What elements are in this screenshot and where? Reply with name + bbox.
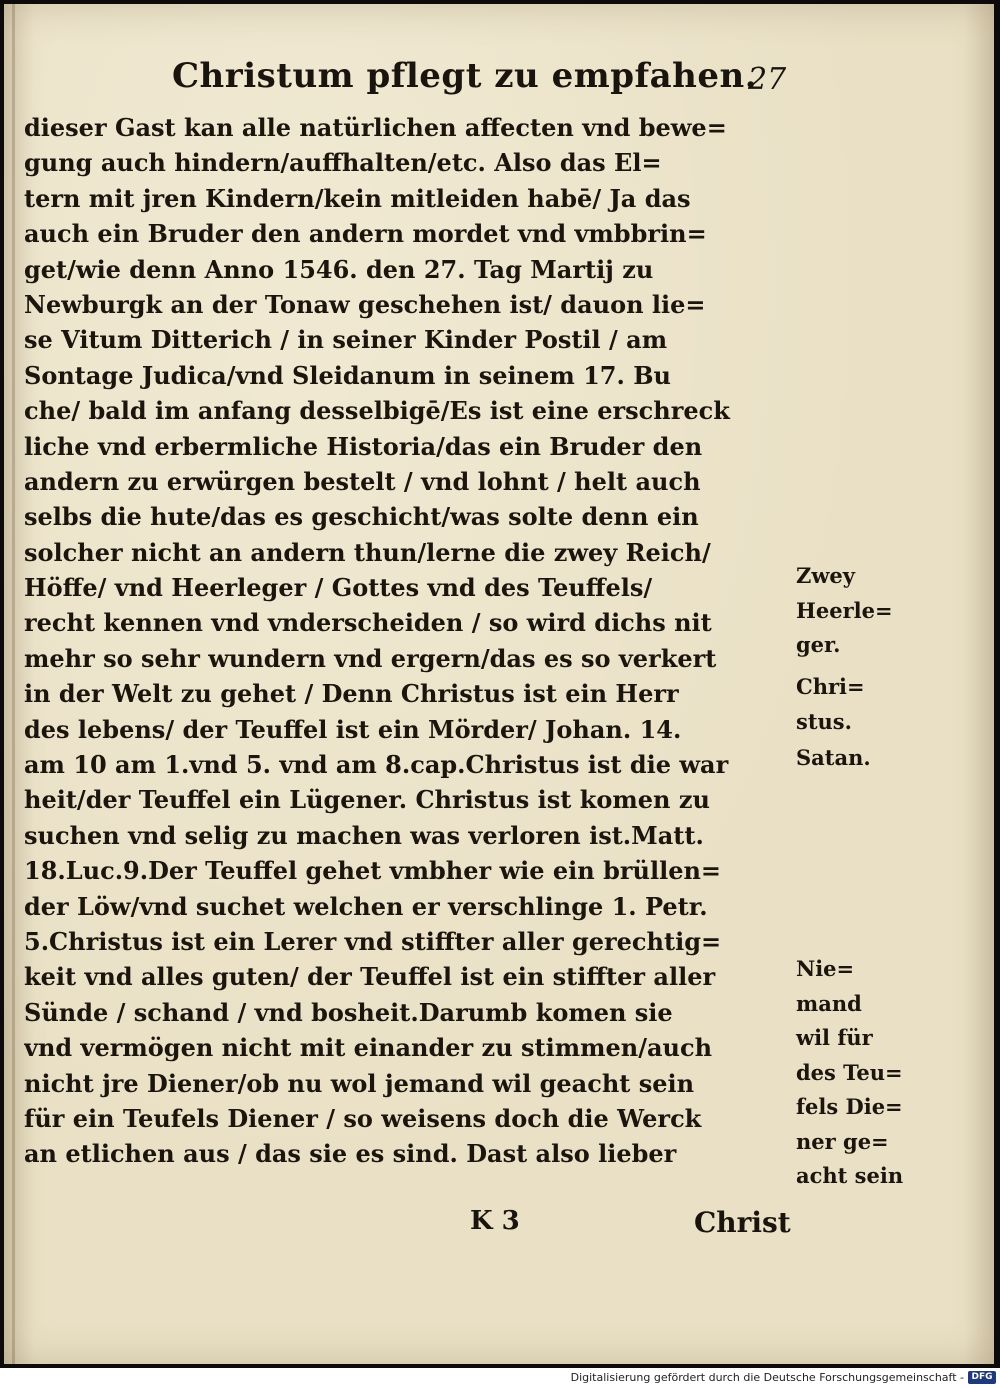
text-line: der Löw/vnd suchet welchen er verschlinge 1. Petr.: [24, 891, 708, 921]
text-line: andern zu erwürgen bestelt / vnd lohnt / helt auch: [24, 466, 701, 496]
margin-note-line: fels Die=: [796, 1094, 903, 1119]
text-line: che/ bald im anfang desselbigē/Es ist eine erschreck: [24, 396, 730, 426]
margin-note-line: Zwey: [796, 563, 855, 588]
text-line: des lebens/ der Teuffel ist ein Mörder/ Johan. 14.: [24, 714, 682, 744]
text-line: selbs die hute/das es geschicht/was solte denn ein: [24, 502, 699, 532]
text-line: liche vnd erbermliche Historia/das ein Bruder den: [24, 431, 703, 461]
funding-credit: Digitalisierung gefördert durch die Deutsche Forschungsgemeinschaft -: [570, 1371, 964, 1384]
margin-note-line: Satan.: [796, 745, 871, 770]
book-page: [4, 4, 994, 1364]
text-line: dieser Gast kan alle natürlichen affecten vnd bewe=: [24, 113, 727, 142]
text-line: Sünde / schand / vnd bosheit.Darumb komen sie: [24, 997, 673, 1027]
text-line: 5.Christus ist ein Lerer vnd stiffter aller gerechtig=: [24, 926, 722, 956]
text-line: am 10 am 1.vnd 5. vnd am 8.cap.Christus ist die war: [24, 750, 729, 780]
text-line: Sontage Judica/vnd Sleidanum in seinem 17. Bu: [24, 360, 671, 390]
text-line: vnd vermögen nicht mit einander zu stimmen/auch: [24, 1033, 713, 1063]
text-line: nicht jre Diener/ob nu wol jemand wil geacht sein: [24, 1068, 695, 1098]
text-line: keit vnd alles guten/ der Teuffel ist ein stiffter aller: [24, 962, 716, 992]
margin-note-line: mand: [796, 990, 862, 1016]
catchword: Christ: [694, 1206, 791, 1239]
margin-note-line: Nie=: [796, 956, 855, 981]
margin-note-christus: [796, 670, 916, 739]
text-line: in der Welt zu gehet / Denn Christus ist ein Herr: [24, 679, 679, 709]
dfg-logo: DFG: [968, 1371, 996, 1384]
text-line: Höffe/ vnd Heerleger / Gottes vnd des Teuffels/: [24, 573, 653, 603]
text-line: se Vitum Ditterich / in seiner Kinder Postil / am: [24, 325, 668, 355]
text-line: recht kennen vnd vnderscheiden / so wird dichs nit: [24, 608, 712, 638]
text-line: für ein Teufels Diener / so weisens doch die Werck: [24, 1103, 702, 1133]
text-line: Newburgk an der Tonaw geschehen ist/ dauon lie=: [24, 289, 706, 319]
margin-note-line: Heerle=: [796, 597, 893, 623]
text-line: mehr so sehr wundern vnd ergern/das es so verkert: [24, 643, 717, 673]
main-text-block: [24, 110, 804, 1172]
margin-note-satan: [796, 741, 916, 776]
text-line: suchen vnd selig zu machen was verloren ist.Matt.: [24, 820, 704, 850]
text-line: 18.Luc.9.Der Teuffel gehet vmbher wie ein brüllen=: [24, 856, 722, 886]
text-line: gung auch hindern/auffhalten/etc. Also das El=: [24, 148, 662, 178]
footer-bar: [0, 1368, 1000, 1388]
margin-note-niemand: [796, 952, 916, 1194]
page-fold-shadow: [12, 4, 15, 1364]
margin-note-line: stus.: [796, 708, 852, 734]
signature-mark: K 3: [470, 1206, 520, 1236]
margin-note-line: Chri=: [796, 674, 865, 699]
page-number: 27: [748, 62, 787, 97]
margin-note-line: acht sein: [796, 1163, 904, 1188]
text-line: solcher nicht an andern thun/lerne die zwey Reich/: [24, 537, 711, 567]
margin-note-line: wil für: [796, 1025, 873, 1050]
margin-note-zwey-heerleger: [796, 559, 916, 663]
text-line: heit/der Teuffel ein Lügener. Christus ist komen zu: [24, 785, 710, 815]
running-head: Christum pflegt zu empfahen.: [172, 56, 758, 96]
margin-note-line: des Teu=: [796, 1059, 903, 1085]
margin-note-line: ger.: [796, 632, 841, 657]
text-line: auch ein Bruder den andern mordet vnd vmbbrin=: [24, 219, 707, 249]
text-line: an etlichen aus / das sie es sind. Dast also lieber: [24, 1139, 677, 1169]
text-line: tern mit jren Kindern/kein mitleiden habē/ Ja das: [24, 183, 691, 213]
text-line: get/wie denn Anno 1546. den 27. Tag Martij zu: [24, 254, 654, 284]
margin-note-line: ner ge=: [796, 1128, 889, 1154]
